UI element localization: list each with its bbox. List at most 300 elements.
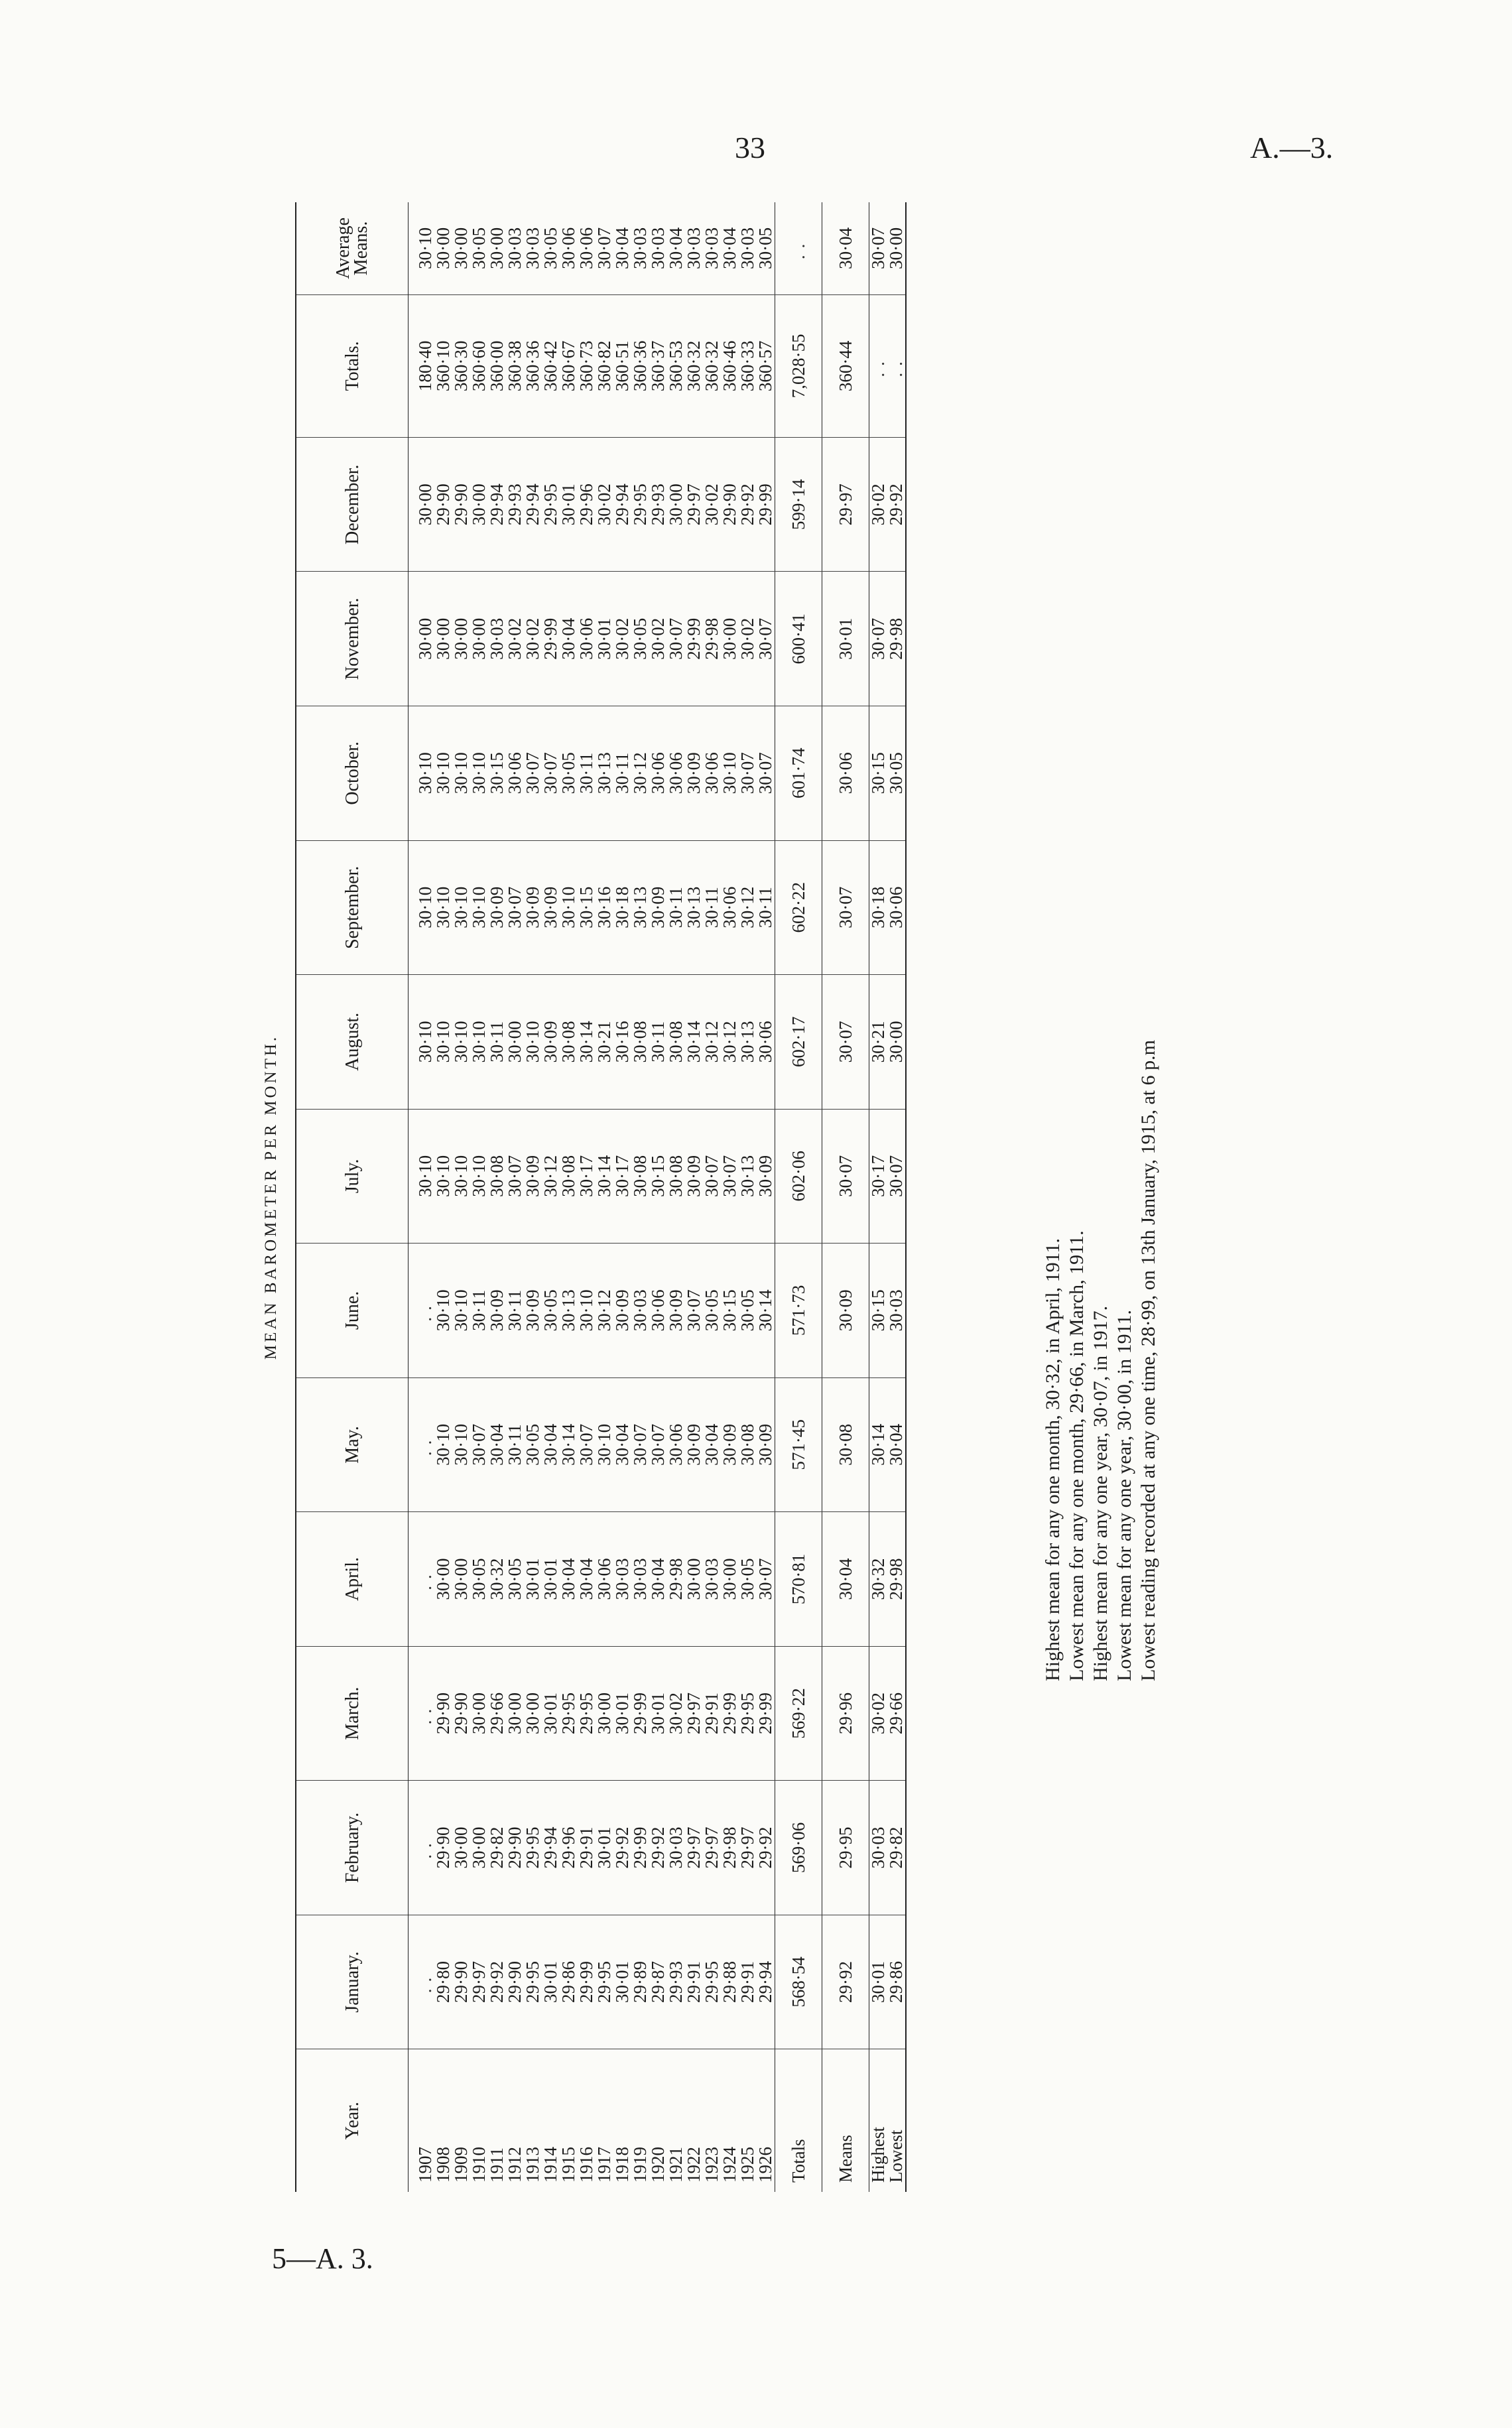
table-cell: 30·00 — [452, 202, 470, 294]
table-row — [596, 202, 613, 2192]
table-cell: 30·09 — [757, 1109, 775, 1244]
table-cell: 30·09 — [721, 1377, 739, 1512]
table-cell: 30·06 — [649, 1244, 667, 1378]
table-cell: 570·81 — [775, 1512, 822, 1647]
table-cell: 29·80 — [434, 1915, 452, 2049]
table-cell: 30·01 — [560, 437, 578, 572]
table-cell: 30·05 — [560, 706, 578, 841]
footer-reference: 5—A. 3. — [272, 2242, 373, 2275]
table-cell: 30·03 — [703, 202, 721, 294]
table-cell: 30·04 — [887, 1377, 906, 1512]
table-cell: 30·12 — [703, 975, 721, 1110]
highest-row — [869, 202, 888, 2192]
table-cell: 30·11 — [578, 706, 596, 841]
table-cell: 30·02 — [506, 572, 524, 706]
table-cell: 30·00 — [416, 437, 434, 572]
table-cell: 30·14 — [685, 975, 703, 1110]
table-cell: 29·95 — [596, 1915, 613, 2049]
table-row — [542, 202, 560, 2192]
table-cell: 29·91 — [703, 1646, 721, 1781]
table-cell: 30·00 — [434, 572, 452, 706]
table-cell: 30·11 — [488, 975, 506, 1110]
table-cell: 30·11 — [613, 706, 631, 841]
table-cell: 30·07 — [739, 706, 757, 841]
table-cell: 571·45 — [775, 1377, 822, 1512]
table-cell: 30·00 — [887, 202, 906, 294]
table-cell: 599·14 — [775, 437, 822, 572]
table-cell: 30·10 — [596, 1377, 613, 1512]
table-cell: 30·09 — [542, 840, 560, 975]
table-cell: 29·93 — [667, 1915, 685, 2049]
table-cell: 360·82 — [596, 294, 613, 437]
table-cell: 30·03 — [631, 1512, 649, 1647]
table-row — [416, 202, 434, 2192]
table-cell: .. — [416, 1244, 434, 1378]
row-label: Highest — [869, 2049, 888, 2192]
table-row — [524, 202, 542, 2192]
table-cell: 29·93 — [649, 437, 667, 572]
table-cell: 30·01 — [613, 1646, 631, 1781]
table-cell: 30·07 — [822, 1109, 869, 1244]
table-cell: 30·14 — [560, 1377, 578, 1512]
table-row — [470, 202, 488, 2192]
table-cell: 30·08 — [488, 1109, 506, 1244]
table-cell: 30·05 — [506, 1512, 524, 1647]
table-cell: 29·99 — [542, 572, 560, 706]
table-cell: 30·00 — [721, 1512, 739, 1647]
table-cell: 29·86 — [560, 1915, 578, 2049]
column-header: August. — [296, 975, 409, 1110]
table-cell: 30·05 — [739, 1244, 757, 1378]
table-cell: 29·90 — [452, 1915, 470, 2049]
table-cell: 30·10 — [434, 975, 452, 1110]
table-cell: 360·51 — [613, 294, 631, 437]
column-header: May. — [296, 1377, 409, 1512]
table-cell: 29·96 — [822, 1646, 869, 1781]
table-cell: 30·07 — [685, 1244, 703, 1378]
table-cell: 30·07 — [631, 1377, 649, 1512]
table-cell: 30·11 — [757, 840, 775, 975]
table-cell: 30·18 — [613, 840, 631, 975]
table-cell: 29·99 — [631, 1781, 649, 1915]
table-cell: 30·03 — [631, 202, 649, 294]
note-line: Lowest mean for any one month, 29·66, in March, 1911. — [1066, 1230, 1088, 1681]
table-cell: 30·16 — [596, 840, 613, 975]
notes-block — [1041, 1040, 1161, 1681]
table-cell: 30·06 — [560, 202, 578, 294]
column-header: Year. — [296, 2049, 409, 2192]
table-cell: 30·09 — [524, 1109, 542, 1244]
row-label: 1915 — [558, 2147, 578, 2183]
table-cell: 30·06 — [578, 572, 596, 706]
table-cell: 30·12 — [596, 1244, 613, 1378]
table-row — [757, 202, 775, 2192]
table-row — [613, 202, 631, 2192]
table-cell: 7,028·55 — [775, 294, 822, 437]
table-cell: 29·86 — [887, 1915, 906, 2049]
table-cell: 30·04 — [488, 1377, 506, 1512]
table-cell: 30·09 — [685, 1109, 703, 1244]
table-cell: .. — [416, 1512, 434, 1647]
table-cell: 30·10 — [470, 1109, 488, 1244]
table-cell: 30·07 — [869, 572, 888, 706]
table-cell: 30·02 — [869, 437, 888, 572]
table-cell: .. — [869, 294, 888, 437]
table-cell: 30·00 — [506, 1646, 524, 1781]
table-cell: 30·10 — [434, 706, 452, 841]
table-cell: 29·92 — [887, 437, 906, 572]
table-row — [667, 202, 685, 2192]
table-cell: 30·06 — [667, 706, 685, 841]
table-cell: 30·02 — [613, 572, 631, 706]
table-cell: 30·00 — [470, 1781, 488, 1915]
rotated-table-panel — [255, 202, 1170, 2192]
table-cell: 29·92 — [757, 1781, 775, 1915]
table-cell: 30·00 — [434, 1512, 452, 1647]
table-cell: 30·10 — [524, 975, 542, 1110]
table-cell: 30·00 — [506, 975, 524, 1110]
table-cell: 30·07 — [506, 1109, 524, 1244]
table-cell: 30·32 — [488, 1512, 506, 1647]
table-cell: 30·18 — [869, 840, 888, 975]
table-cell: 30·09 — [524, 840, 542, 975]
table-cell: 30·03 — [613, 1512, 631, 1647]
table-cell: 30·12 — [542, 1109, 560, 1244]
row-label: 1909 — [451, 2147, 471, 2183]
table-cell: 30·08 — [667, 1109, 685, 1244]
table-cell: 30·17 — [613, 1109, 631, 1244]
table-cell: 30·00 — [452, 1781, 470, 1915]
table-cell: .. — [416, 1377, 434, 1512]
table-cell: 29·92 — [613, 1781, 631, 1915]
table-cell: 29·90 — [452, 1646, 470, 1781]
table-body — [409, 202, 907, 2192]
table-cell: 29·66 — [887, 1646, 906, 1781]
table-cell: 30·10 — [452, 975, 470, 1110]
table-cell: 30·01 — [596, 1781, 613, 1915]
table-cell: 30·09 — [649, 840, 667, 975]
table-cell: 30·05 — [542, 202, 560, 294]
table-cell: 30·06 — [721, 840, 739, 975]
table-cell: 30·07 — [887, 1109, 906, 1244]
table-row — [578, 202, 596, 2192]
row-label: 1911 — [487, 2147, 507, 2183]
row-label: 1919 — [630, 2147, 650, 2183]
table-cell: 30·07 — [542, 706, 560, 841]
table-cell: 360·30 — [452, 294, 470, 437]
table-cell: 30·02 — [703, 437, 721, 572]
table-cell: 30·07 — [596, 202, 613, 294]
table-cell: 30·05 — [703, 1244, 721, 1378]
table-cell: 29·99 — [685, 572, 703, 706]
table-cell: 30·00 — [470, 572, 488, 706]
table-cell: 30·13 — [596, 706, 613, 841]
table-cell: 30·06 — [887, 840, 906, 975]
table-cell: 30·07 — [822, 840, 869, 975]
table-cell: 30·11 — [649, 975, 667, 1110]
table-cell: 29·97 — [685, 437, 703, 572]
column-header: October. — [296, 706, 409, 841]
table-cell: 29·82 — [887, 1781, 906, 1915]
table-cell: 29·90 — [721, 437, 739, 572]
table-cell: 29·95 — [542, 437, 560, 572]
table-cell: 30·02 — [596, 437, 613, 572]
table-cell: 30·00 — [596, 1646, 613, 1781]
table-cell: 30·11 — [506, 1244, 524, 1378]
table-cell: 30·04 — [721, 202, 739, 294]
table-cell: 30·10 — [470, 975, 488, 1110]
table-cell: 30·10 — [452, 706, 470, 841]
table-cell: 29·90 — [506, 1915, 524, 2049]
table-cell: 30·00 — [524, 1646, 542, 1781]
table-cell: 360·32 — [685, 294, 703, 437]
table-cell: 30·06 — [596, 1512, 613, 1647]
table-cell: 600·41 — [775, 572, 822, 706]
table-cell: 360·53 — [667, 294, 685, 437]
table-cell: 30·15 — [649, 1109, 667, 1244]
table-cell: 30·21 — [869, 975, 888, 1110]
column-header: Totals. — [296, 294, 409, 437]
table-cell: 29·92 — [739, 437, 757, 572]
table-cell: 30·10 — [416, 975, 434, 1110]
table-cell: 30·04 — [613, 202, 631, 294]
totals-row — [775, 202, 822, 2192]
row-label: 1923 — [702, 2147, 722, 2183]
row-label: 1921 — [666, 2147, 686, 2183]
table-cell: 30·04 — [542, 1377, 560, 1512]
table-cell: 360·67 — [560, 294, 578, 437]
table-cell: 569·22 — [775, 1646, 822, 1781]
column-header: July. — [296, 1109, 409, 1244]
table-cell: 30·01 — [524, 1512, 542, 1647]
row-label: 1917 — [594, 2147, 614, 2183]
table-cell: 30·03 — [887, 1244, 906, 1378]
table-cell: 29·89 — [631, 1915, 649, 2049]
table-cell: 30·11 — [506, 1377, 524, 1512]
table-cell: 30·07 — [869, 202, 888, 294]
table-cell: 30·08 — [560, 1109, 578, 1244]
table-cell: 29·95 — [631, 437, 649, 572]
table-cell: 30·09 — [488, 1244, 506, 1378]
table-cell: 30·00 — [685, 1512, 703, 1647]
table-cell: .. — [416, 1646, 434, 1781]
table-cell: 30·10 — [434, 1109, 452, 1244]
row-label: 1914 — [540, 2147, 560, 2183]
table-cell: 30·08 — [667, 975, 685, 1110]
table-cell: 30·10 — [452, 840, 470, 975]
table-cell: 30·10 — [434, 840, 452, 975]
table-cell: 30·01 — [542, 1646, 560, 1781]
note-line: Lowest reading recorded at any one time, 28·99, on 13th January, 1915, at 6 p.m — [1137, 1040, 1159, 1681]
table-cell: .. — [416, 1781, 434, 1915]
table-cell: 30·02 — [739, 572, 757, 706]
table-cell: 30·00 — [434, 202, 452, 294]
table-cell: 30·00 — [452, 1512, 470, 1647]
table-row — [739, 202, 757, 2192]
note-line: Highest mean for any one year, 30·07, in 1917. — [1090, 1305, 1111, 1681]
column-header: January. — [296, 1915, 409, 2049]
note-line: Highest mean for any one month, 30·32, in April, 1911. — [1042, 1238, 1064, 1681]
table-cell: 30·07 — [757, 706, 775, 841]
table-cell: 30·01 — [613, 1915, 631, 2049]
table-cell: 30·07 — [822, 975, 869, 1110]
table-cell: 29·92 — [649, 1781, 667, 1915]
table-cell: 30·10 — [470, 840, 488, 975]
table-cell: 30·10 — [416, 202, 434, 294]
table-cell: 30·10 — [452, 1244, 470, 1378]
table-cell: 29·99 — [631, 1646, 649, 1781]
table-cell: 30·06 — [649, 706, 667, 841]
table-cell: 29·96 — [578, 437, 596, 572]
row-label: Means — [822, 2049, 869, 2192]
table-cell: .. — [775, 202, 822, 294]
table-cell: 30·01 — [596, 572, 613, 706]
table-cell: 30·06 — [506, 706, 524, 841]
page-number: 33 — [735, 131, 765, 164]
row-label: 1908 — [433, 2147, 453, 2183]
table-cell: 30·12 — [721, 975, 739, 1110]
note-line: Lowest mean for any one year, 30·00, in 1911. — [1113, 1309, 1135, 1681]
table-cell: 30·00 — [887, 975, 906, 1110]
table-cell: 29·87 — [649, 1915, 667, 2049]
page-reference: A.—3. — [1250, 131, 1334, 164]
table-cell: 29·99 — [757, 437, 775, 572]
table-cell: 601·74 — [775, 706, 822, 841]
table-row — [631, 202, 649, 2192]
table-cell: 29·94 — [613, 437, 631, 572]
table-cell: 30·03 — [869, 1781, 888, 1915]
table-cell: 30·13 — [560, 1244, 578, 1378]
column-header: Average Means. — [296, 202, 409, 294]
table-cell: 30·07 — [667, 572, 685, 706]
table-cell: 30·00 — [721, 572, 739, 706]
table-cell: 29·98 — [887, 572, 906, 706]
table-cell: 29·88 — [721, 1915, 739, 2049]
table-row — [703, 202, 721, 2192]
table-cell: 29·91 — [578, 1781, 596, 1915]
table-cell: 30·08 — [560, 975, 578, 1110]
table-cell: 30·15 — [488, 706, 506, 841]
table-row — [649, 202, 667, 2192]
lowest-row — [887, 202, 906, 2192]
column-header: December. — [296, 437, 409, 572]
table-cell: 30·10 — [434, 1377, 452, 1512]
table-cell: 30·01 — [542, 1915, 560, 2049]
table-cell: 360·00 — [488, 294, 506, 437]
row-label: 1920 — [648, 2147, 668, 2183]
table-row — [452, 202, 470, 2192]
table-cell: 30·09 — [685, 706, 703, 841]
row-label: 1907 — [415, 2147, 435, 2183]
table-cell: 30·00 — [470, 1646, 488, 1781]
table-cell: 30·09 — [667, 1244, 685, 1378]
table-cell: 30·05 — [470, 1512, 488, 1647]
table-cell: 30·09 — [542, 975, 560, 1110]
table-cell: 360·37 — [649, 294, 667, 437]
table-cell: 30·10 — [452, 1377, 470, 1512]
table-cell: 30·10 — [452, 1109, 470, 1244]
table-cell: 30·03 — [703, 1512, 721, 1647]
table-cell: 30·15 — [869, 706, 888, 841]
table-cell: 30·14 — [757, 1244, 775, 1378]
table-row — [506, 202, 524, 2192]
table-cell: 30·12 — [739, 840, 757, 975]
row-label: 1912 — [505, 2147, 525, 2183]
table-cell: 30·13 — [631, 840, 649, 975]
table-cell: 29·95 — [524, 1915, 542, 2049]
table-cell: .. — [416, 1915, 434, 2049]
table-cell: 29·94 — [488, 437, 506, 572]
table-cell: 30·11 — [703, 840, 721, 975]
table-cell: 29·99 — [721, 1646, 739, 1781]
table-cell: 360·57 — [757, 294, 775, 437]
table-cell: 29·82 — [488, 1781, 506, 1915]
table-cell: 360·73 — [578, 294, 596, 437]
table-cell: 571·73 — [775, 1244, 822, 1378]
table-cell: 30·04 — [822, 1512, 869, 1647]
table-cell: 360·10 — [434, 294, 452, 437]
table-cell: 29·97 — [685, 1646, 703, 1781]
table-cell: 30·10 — [560, 840, 578, 975]
table-cell: 360·33 — [739, 294, 757, 437]
table-cell: 30·15 — [869, 1244, 888, 1378]
table-cell: .. — [887, 294, 906, 437]
table-cell: 30·00 — [470, 437, 488, 572]
table-cell: 180·40 — [416, 294, 434, 437]
table-cell: 360·32 — [703, 294, 721, 437]
table-cell: 360·38 — [506, 294, 524, 437]
table-cell: 30·02 — [524, 572, 542, 706]
table-cell: 30·02 — [667, 1646, 685, 1781]
table-cell: 29·97 — [703, 1781, 721, 1915]
table-cell: 29·95 — [560, 1646, 578, 1781]
table-cell: 30·12 — [631, 706, 649, 841]
header-row — [296, 202, 409, 2192]
table-cell: 360·42 — [542, 294, 560, 437]
table-cell: 30·08 — [739, 1377, 757, 1512]
table-cell: 30·04 — [667, 202, 685, 294]
table-cell: 29·90 — [506, 1781, 524, 1915]
table-cell: 30·06 — [667, 1377, 685, 1512]
column-header: November. — [296, 572, 409, 706]
table-cell: 30·08 — [631, 1109, 649, 1244]
table-cell: 569·06 — [775, 1781, 822, 1915]
table-cell: 30·07 — [721, 1109, 739, 1244]
table-cell: 30·10 — [470, 706, 488, 841]
table-cell: 29·91 — [685, 1915, 703, 2049]
table-cell: 30·05 — [470, 202, 488, 294]
table-cell: 30·10 — [578, 1244, 596, 1378]
table-cell: 30·10 — [721, 706, 739, 841]
table-cell: 602·22 — [775, 840, 822, 975]
column-header: June. — [296, 1244, 409, 1378]
table-cell: 29·95 — [578, 1646, 596, 1781]
table-cell: 30·07 — [524, 706, 542, 841]
table-cell: 30·11 — [667, 840, 685, 975]
table-cell: 29·97 — [739, 1781, 757, 1915]
column-header: September. — [296, 840, 409, 975]
table-cell: 29·92 — [488, 1915, 506, 2049]
table-cell: 29·96 — [560, 1781, 578, 1915]
row-label: 1916 — [576, 2147, 596, 2183]
table-cell: 30·04 — [578, 1512, 596, 1647]
table-cell: 30·02 — [649, 572, 667, 706]
table-cell: 30·05 — [542, 1244, 560, 1378]
table-cell: 30·01 — [869, 1915, 888, 2049]
table-cell: 30·03 — [739, 202, 757, 294]
table-cell: 30·13 — [739, 1109, 757, 1244]
table-cell: 29·99 — [757, 1646, 775, 1781]
